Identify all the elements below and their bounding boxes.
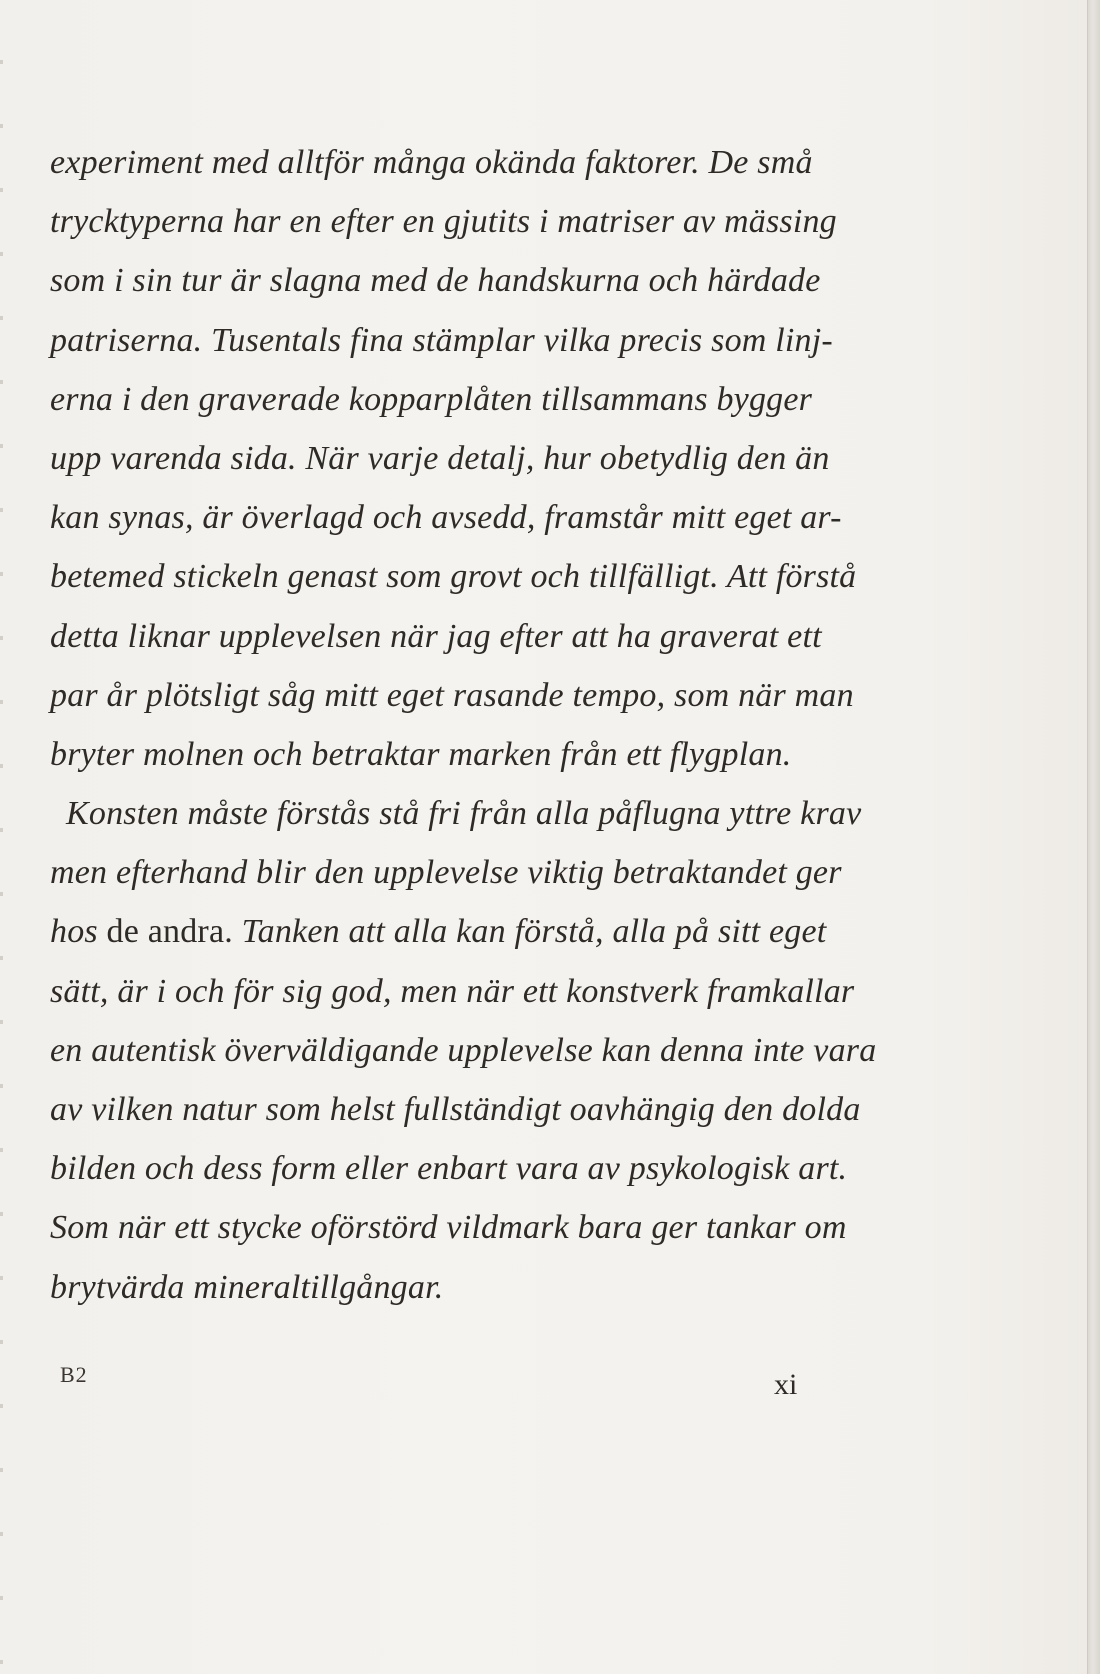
text-line: par år plötsligt såg mitt eget rasande tempo, som när man bbox=[50, 676, 854, 714]
text-line: sätt, är i och för sig god, men när ett konstverk framkallar bbox=[50, 972, 855, 1010]
text-line: trycktyperna har en efter en gjutits i matriser av mässing bbox=[50, 203, 837, 241]
text-line: av vilken natur som helst fullständigt oavhängig den dolda bbox=[50, 1091, 861, 1128]
text-line-mixed bbox=[50, 902, 840, 961]
page-stack-edge bbox=[1087, 0, 1100, 1674]
text-line: erna i den graverade kopparplåten tillsammans bygger bbox=[50, 380, 813, 418]
text-line: kan synas, är överlagd och avsedd, framstår mitt eget ar- bbox=[50, 499, 842, 537]
text-line: detta liknar upplevelsen när jag efter att ha graverat ett bbox=[50, 617, 822, 655]
italic-segment: hos bbox=[50, 913, 107, 951]
text-line: betemed stickeln genast som grovt och tillfälligt. Att förstå bbox=[50, 558, 857, 596]
signature-mark: B2 bbox=[60, 1362, 88, 1387]
text-line: bryter molnen och betraktar marken från ett flygplan. bbox=[50, 735, 792, 773]
page-number: xi bbox=[774, 1368, 798, 1401]
text-line: som i sin tur är slagna med de handskurna och härdade bbox=[50, 262, 821, 300]
text-line: bilden och dess form eller enbart vara av psykologisk art. bbox=[50, 1150, 848, 1188]
text-line: en autentisk överväldigande upplevelse kan denna inte vara bbox=[50, 1031, 877, 1069]
text-line: upp varenda sida. När varje detalj, hur obetydlig den än bbox=[50, 439, 830, 477]
text-line: patriserna. Tusentals fina stämplar vilka precis som linj- bbox=[50, 321, 833, 359]
text-line: Som när ett stycke oförstörd vildmark bara ger tankar om bbox=[50, 1209, 847, 1247]
page-gutter-edge bbox=[0, 0, 3, 1674]
body-text bbox=[50, 133, 877, 1317]
italic-segment: Tanken att alla kan förstå, alla på sitt eget bbox=[232, 913, 827, 951]
roman-segment: de andra. bbox=[106, 913, 233, 951]
text-line: men efterhand blir den upplevelse viktig betraktandet ger bbox=[50, 854, 842, 892]
text-line: experiment med alltför många okända faktorer. De små bbox=[50, 144, 813, 181]
text-line: brytvärda mineraltillgångar. bbox=[50, 1268, 444, 1306]
paragraph-first-line: Konsten måste förstås stå fri från alla påflugna yttre krav bbox=[66, 795, 862, 833]
